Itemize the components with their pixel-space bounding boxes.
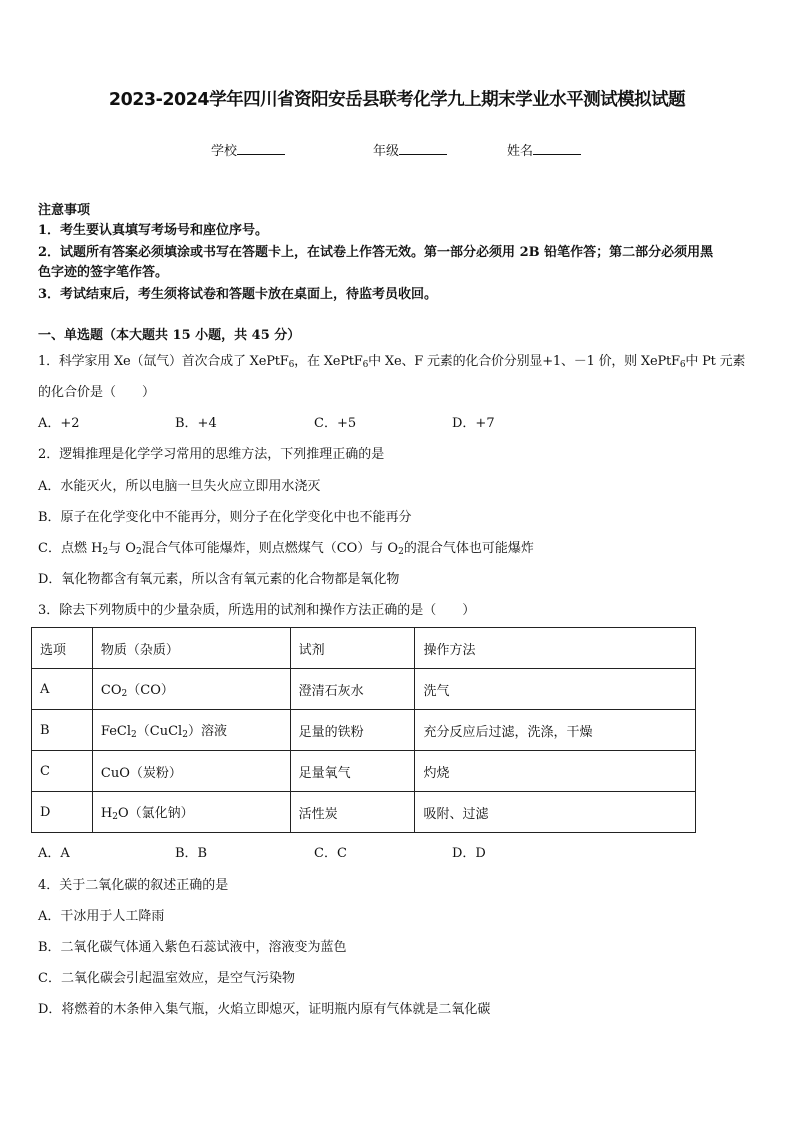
- name-field: [507, 140, 581, 159]
- table-cell-option: A: [32, 669, 93, 710]
- table-cell-reagent: 澄清石灰水: [290, 669, 415, 710]
- notice-item: 2．试题所有答案必须填涂或书写在答题卡上，在试卷上作答无效。第一部分必须用 2B 铅笔作答；第二部分必须用黑: [38, 245, 714, 260]
- q4-option-a[interactable]: A．干冰用于人工降雨: [38, 909, 165, 924]
- question-1-stem-cont: 的化合价是（ ）: [38, 385, 156, 400]
- q1-option-c[interactable]: C．+5: [314, 416, 357, 431]
- table-cell-method: 洗气: [415, 669, 696, 710]
- question-2-stem: 2．逻辑推理是化学学习常用的思维方法，下列推理正确的是: [38, 447, 385, 462]
- table-cell-substance: FeCl2（CuCl2）溶液: [92, 710, 290, 751]
- q1-option-b[interactable]: B．+4: [175, 416, 217, 431]
- table-cell-method: 灼烧: [415, 751, 696, 792]
- table-header-cell: 物质（杂质）: [92, 628, 290, 669]
- notice-heading: 注意事项: [38, 203, 91, 218]
- table-cell-method: 充分反应后过滤，洗涤，干燥: [415, 710, 696, 751]
- table-cell-option: C: [32, 751, 93, 792]
- grade-blank[interactable]: [399, 142, 447, 155]
- q1-option-d[interactable]: D．+7: [452, 416, 495, 431]
- school-blank[interactable]: [237, 142, 285, 155]
- table-header-cell: 选项: [32, 628, 93, 669]
- q3-option-b[interactable]: B．B: [175, 846, 208, 861]
- table-cell-substance: CO2（CO）: [92, 669, 290, 710]
- question-3-stem: 3．除去下列物质中的少量杂质，所选用的试剂和操作方法正确的是（ ）: [38, 603, 476, 618]
- school-label: 学校: [211, 144, 238, 159]
- q1-option-a[interactable]: A．+2: [38, 416, 80, 431]
- q2-option-a[interactable]: A．水能灭火，所以电脑一旦失火应立即用水浇灭: [38, 479, 321, 494]
- table-header-row: [32, 628, 696, 669]
- name-label: 姓名: [507, 144, 534, 159]
- table-header-cell: 试剂: [290, 628, 415, 669]
- table-cell-substance: H2O（氯化钠）: [92, 792, 290, 833]
- table-cell-reagent: 活性炭: [290, 792, 415, 833]
- table-cell-reagent: 足量氧气: [290, 751, 415, 792]
- table-row: [32, 710, 696, 751]
- section-heading: 一、单选题（本大题共 15 小题，共 45 分）: [38, 328, 301, 343]
- notice-item: 色字迹的签字笔作答。: [38, 265, 169, 280]
- question-4-stem: 4．关于二氧化碳的叙述正确的是: [38, 878, 229, 893]
- table-cell-reagent: 足量的铁粉: [290, 710, 415, 751]
- table-cell-option: D: [32, 792, 93, 833]
- table-header-cell: 操作方法: [415, 628, 696, 669]
- q3-option-a[interactable]: A．A: [38, 846, 70, 861]
- q4-option-c[interactable]: C．二氧化碳会引起温室效应，是空气污染物: [38, 971, 295, 986]
- q2-option-c[interactable]: C．点燃 H2与 O2混合气体可能爆炸，则点燃煤气（CO）与 O2的混合气体也可能爆炸: [38, 541, 534, 557]
- q4-option-d[interactable]: D．将燃着的木条伸入集气瓶，火焰立即熄灭，证明瓶内原有气体就是二氧化碳: [38, 1002, 491, 1017]
- q2-option-d[interactable]: D．氧化物都含有氧元素，所以含有氧元素的化合物都是氧化物: [38, 572, 400, 587]
- q4-option-b[interactable]: B．二氧化碳气体通入紫色石蕊试液中，溶液变为蓝色: [38, 940, 347, 955]
- name-blank[interactable]: [533, 142, 581, 155]
- question-3-table: [31, 627, 696, 833]
- table-cell-method: 吸附、过滤: [415, 792, 696, 833]
- q3-option-d[interactable]: D．D: [452, 846, 486, 861]
- table-cell-option: B: [32, 710, 93, 751]
- notice-item: 1．考生要认真填写考场号和座位序号。: [38, 223, 269, 238]
- table-row: [32, 792, 696, 833]
- q3-option-c[interactable]: C．C: [314, 846, 347, 861]
- table-cell-substance: CuO（炭粉）: [92, 751, 290, 792]
- grade-field: [373, 140, 447, 159]
- page-title: 2023-2024学年四川省资阳安岳县联考化学九上期末学业水平测试模拟试题: [108, 90, 686, 110]
- school-field: [211, 140, 285, 159]
- table-row: [32, 751, 696, 792]
- question-1-stem: 1．科学家用 Xe（氙气）首次合成了 XePtF6，在 XePtF6中 Xe、F 元素的化合价分别显+1、－1 价，则 XePtF6中 Pt 元素: [38, 354, 746, 370]
- notice-item: 3．考试结束后，考生须将试卷和答题卡放在桌面上，待监考员收回。: [38, 287, 438, 302]
- q2-option-b[interactable]: B．原子在化学变化中不能再分，则分子在化学变化中也不能再分: [38, 510, 412, 525]
- table-row: [32, 669, 696, 710]
- grade-label: 年级: [373, 144, 400, 159]
